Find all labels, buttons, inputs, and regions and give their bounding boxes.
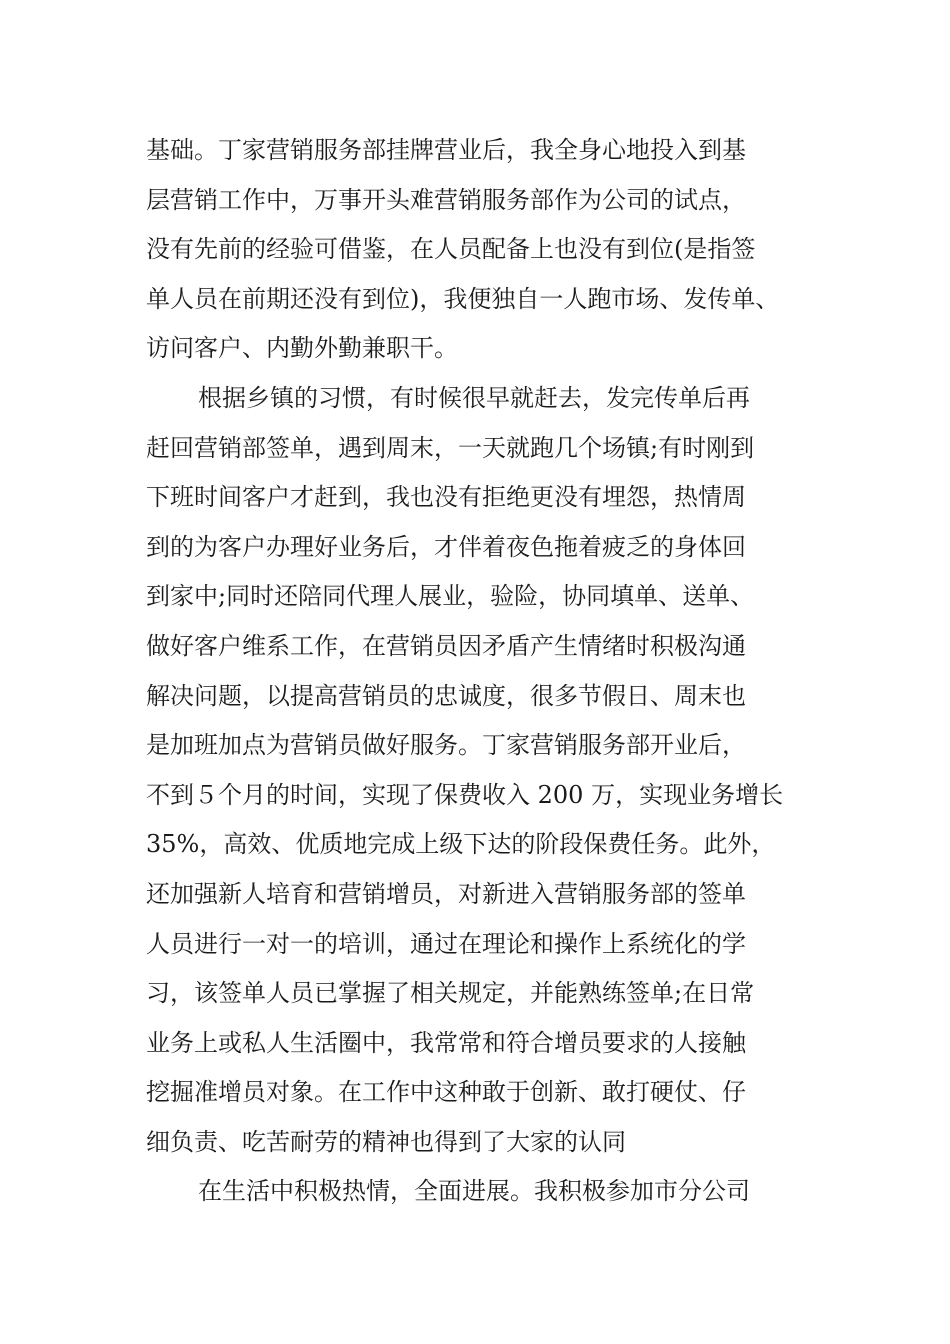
text-line: 不到５个月的时间，实现了保费收入 200 万，实现业务增长 [146, 780, 784, 809]
text-line: 访问客户、内勤外勤兼职干。 [146, 334, 458, 363]
text-line: 习，该签单人员已掌握了相关规定，并能熟练签单;在日常 [146, 979, 755, 1008]
text-line: 单人员在前期还没有到位)，我便独自一人跑市场、发传单、 [146, 284, 780, 313]
text-line: 赶回营销部签单，遇到周末，一天就跑几个场镇;有时刚到 [146, 433, 755, 462]
text-line: 是加班加点为营销员做好服务。丁家营销服务部开业后， [146, 731, 746, 760]
paragraph-2 [146, 374, 826, 1168]
text-line: 做好客户维系工作，在营销员因矛盾产生情绪时积极沟通 [146, 631, 746, 660]
text-line: 解决问题，以提高营销员的忠诚度，很多节假日、周末也 [146, 681, 746, 710]
text-line: 业务上或私人生活圈中，我常常和符合增员要求的人接触 [146, 1028, 746, 1057]
text-line: 人员进行一对一的培训，通过在理论和操作上系统化的学 [146, 929, 746, 958]
paragraph-3 [146, 1167, 826, 1217]
text-line: 挖掘准增员对象。在工作中这种敢于创新、敢打硬仗、仔 [146, 1078, 746, 1107]
text-line: 没有先前的经验可借鉴，在人员配备上也没有到位(是指签 [146, 235, 756, 264]
text-line: 35%，高效、优质地完成上级下达的阶段保费任务。此外， [146, 830, 776, 859]
text-line: 根据乡镇的习惯，有时候很早就赶去，发完传单后再 [198, 383, 750, 412]
paragraph-1 [146, 126, 826, 374]
text-line: 在生活中积极热情，全面进展。我积极参加市分公司 [198, 1177, 750, 1206]
text-line: 到家中;同时还陪同代理人展业，验险，协同填单、送单、 [146, 582, 755, 611]
text-line: 到的为客户办理好业务后，才伴着夜色拖着疲乏的身体回 [146, 532, 746, 561]
text-line: 细负责、吃苦耐劳的精神也得到了大家的认同 [146, 1127, 626, 1156]
text-line: 基础。丁家营销服务部挂牌营业后，我全身心地投入到基 [146, 136, 746, 164]
text-line: 下班时间客户才赶到，我也没有拒绝更没有埋怨，热情周 [146, 483, 746, 512]
text-line: 还加强新人培育和营销增员，对新进入营销服务部的签单 [146, 879, 746, 908]
text-line: 层营销工作中，万事开头难营销服务部作为公司的试点， [146, 185, 746, 214]
document-body [146, 126, 826, 1217]
